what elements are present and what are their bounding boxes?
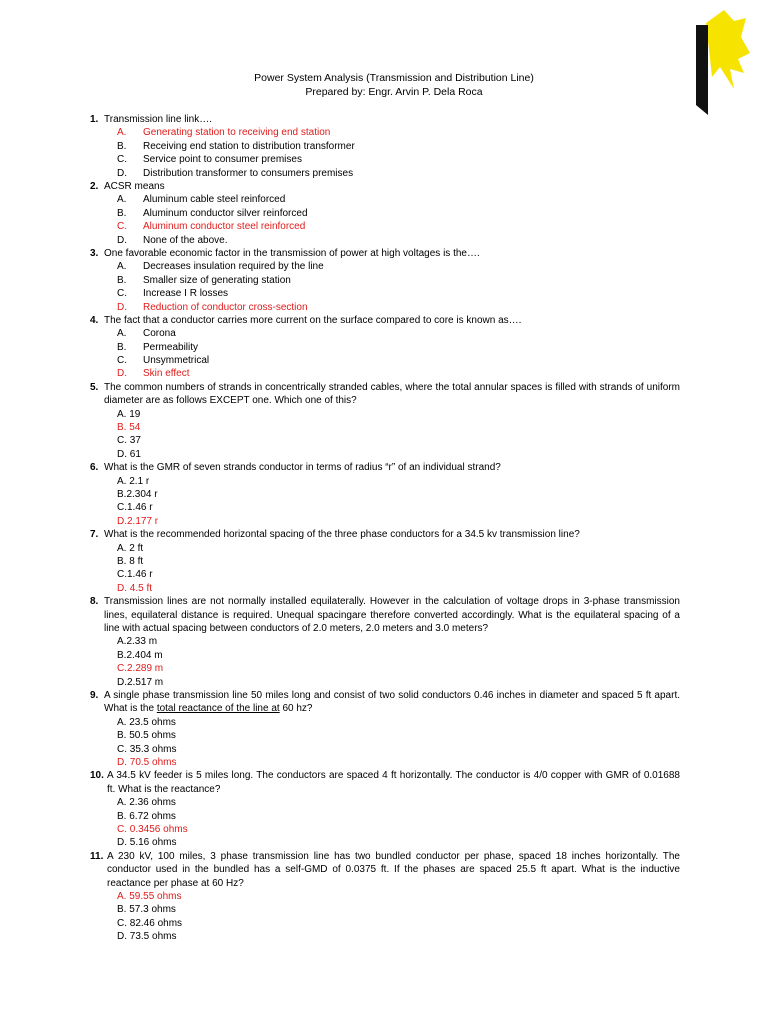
option-8c: [90, 662, 680, 675]
option-letter: C.: [117, 917, 127, 929]
option-3c: [90, 287, 680, 300]
question-text-part: A single phase transmission line 50 miles long and consist of two solid conductors 0.46 inches in diameter and spaced 5 ft apart. What is the: [104, 689, 680, 715]
option-letter: C.: [117, 823, 127, 835]
option-9c: [90, 743, 680, 756]
option-text: 4.5 ft: [129, 582, 153, 594]
option-text: 70.5 ohms: [129, 756, 177, 768]
question-11: [90, 850, 680, 890]
document-subtitle: Prepared by: Engr. Arvin P. Dela Roca: [305, 86, 483, 98]
question-6: [90, 461, 680, 474]
question-text: One favorable economic factor in the transmission of power at high voltages is the….: [104, 247, 480, 259]
option-text: Permeability: [143, 341, 199, 353]
option-text: 2.1 r: [129, 475, 150, 487]
option-text: 6.72 ohms: [129, 810, 176, 822]
option-text: 23.5 ohms: [129, 716, 176, 728]
option-text: 54: [129, 422, 141, 434]
option-letter: A.: [117, 408, 127, 420]
question-4: [90, 314, 680, 327]
option-text: 2.33 m: [126, 636, 158, 648]
question-number: 11.: [90, 850, 104, 862]
option-letter: A.: [117, 716, 127, 728]
question-text-underlined: total reactance of the line at: [156, 703, 280, 715]
option-text: 57.3 ohms: [129, 904, 176, 916]
option-8d: [90, 676, 680, 689]
question-9: [90, 689, 680, 716]
option-letter: A.: [117, 127, 127, 139]
option-2b: [90, 207, 680, 220]
question-7: [90, 528, 680, 541]
option-letter: B.: [117, 140, 127, 152]
option-2d: [90, 234, 680, 247]
option-11d: [90, 930, 680, 943]
option-letter: C.: [117, 435, 127, 447]
option-3a: [90, 260, 680, 273]
option-text: Distribution transformer to consumers premises: [143, 167, 354, 179]
option-text: Service point to consumer premises: [143, 154, 302, 166]
question-text: [104, 689, 680, 716]
option-6a: [90, 475, 680, 488]
question-number: 10.: [90, 770, 104, 782]
question-number: 3.: [90, 247, 99, 259]
option-5a: [90, 408, 680, 421]
option-text: Smaller size of generating station: [143, 274, 291, 286]
option-text: Increase I R losses: [143, 288, 229, 300]
option-4d: [90, 367, 680, 380]
option-4c: [90, 354, 680, 367]
option-text: Unsymmetrical: [143, 355, 210, 367]
question-number: 5.: [90, 381, 99, 393]
question-text-part: 60 hz?: [279, 703, 313, 715]
option-letter: D.: [117, 582, 127, 594]
option-10a: [90, 796, 680, 809]
question-list: [90, 113, 680, 944]
option-5d: [90, 448, 680, 461]
question-number: 7.: [90, 529, 99, 541]
option-text: 1.46 r: [127, 569, 153, 581]
option-text: 8 ft: [129, 556, 144, 568]
option-letter: D.: [117, 448, 127, 460]
option-7b: [90, 555, 680, 568]
option-text: 0.3456 ohms: [129, 823, 188, 835]
option-letter: C.: [117, 288, 127, 300]
option-letter: B.: [117, 207, 127, 219]
option-letter: C.: [117, 355, 127, 367]
question-number: 1.: [90, 114, 99, 125]
question-text: What is the recommended horizontal spacing of the three phase conductors for a 34.5 kv transmission line?: [104, 529, 580, 541]
option-9a: [90, 716, 680, 729]
option-letter: D.: [117, 837, 127, 849]
question-text: A 34.5 kV feeder is 5 miles long. The conductors are spaced 4 ft horizontally. The conductor is 4/0 copper with GMR of 0.01688 ft. What is the reactance?: [107, 770, 680, 795]
option-letter: C.: [117, 154, 127, 166]
option-text: Aluminum conductor silver reinforced: [143, 207, 308, 219]
option-letter: D.: [117, 515, 127, 527]
question-number: 9.: [90, 689, 99, 701]
option-text: 37: [129, 435, 141, 447]
option-letter: B.: [117, 341, 127, 353]
option-text: Corona: [143, 328, 176, 340]
question-number: 4.: [90, 314, 99, 326]
option-2c: [90, 220, 680, 233]
logo-icon: [694, 7, 750, 119]
option-6c: [90, 501, 680, 514]
option-letter: B.: [117, 649, 127, 661]
option-3b: [90, 274, 680, 287]
document-header: [0, 71, 768, 99]
option-10b: [90, 810, 680, 823]
logo-black-shape: [696, 25, 708, 115]
question-8: [90, 595, 680, 635]
option-letter: D.: [117, 931, 127, 943]
option-letter: C.: [117, 221, 127, 233]
option-7a: [90, 542, 680, 555]
option-text: 82.46 ohms: [129, 917, 183, 929]
option-letter: D.: [117, 756, 127, 768]
option-4a: [90, 327, 680, 340]
option-6d: [90, 515, 680, 528]
question-number: 2.: [90, 180, 99, 192]
option-2a: [90, 193, 680, 206]
option-8a: [90, 635, 680, 648]
option-text: 2.404 m: [126, 649, 163, 661]
question-text: Transmission lines are not normally installed equilaterally. However in the calculation of voltage drops in 3-phase transmission lines, equilateral distance is required. Unequal spacingare therefore converted accordingly. What is the equilateral spacing of a line with actual spacing between conductors of 2.0 meters, 2.0 meters and 3.0 meters?: [104, 596, 680, 634]
option-text: 50.5 ohms: [129, 730, 176, 742]
question-number: 8.: [90, 596, 99, 608]
option-text: 59.55 ohms: [129, 890, 182, 902]
option-text: Skin effect: [143, 368, 190, 380]
option-8b: [90, 649, 680, 662]
option-text: 2.177 r: [127, 515, 159, 527]
option-letter: D.: [117, 301, 127, 313]
option-letter: D.: [117, 676, 127, 688]
option-9b: [90, 729, 680, 742]
option-text: Aluminum conductor steel reinforced: [143, 221, 306, 233]
option-letter: B.: [117, 556, 127, 568]
option-text: 2.517 m: [127, 676, 164, 688]
option-letter: A.: [117, 261, 127, 273]
option-letter: A.: [117, 542, 127, 554]
option-10d: [90, 836, 680, 849]
option-letter: D.: [117, 368, 127, 380]
option-text: 35.3 ohms: [129, 743, 177, 755]
option-letter: C.: [117, 663, 127, 675]
option-text: None of the above.: [143, 234, 228, 246]
option-11a: [90, 890, 680, 903]
option-letter: D.: [117, 234, 127, 246]
question-text: The common numbers of strands in concentrically stranded cables, where the total annular spaces is filled with strands of uniform diameter are as follows EXCEPT one. Which one of this?: [104, 381, 680, 407]
option-letter: B.: [117, 810, 127, 822]
option-text: Receiving end station to distribution transformer: [143, 140, 355, 152]
option-text: 73.5 ohms: [129, 931, 177, 943]
option-6b: [90, 488, 680, 501]
option-11b: [90, 903, 680, 916]
option-1b: [90, 140, 680, 153]
option-text: 19: [129, 408, 141, 420]
option-letter: B.: [117, 904, 127, 916]
option-text: Reduction of conductor cross-section: [143, 301, 308, 313]
option-text: 5.16 ohms: [129, 837, 177, 849]
question-5: [90, 381, 680, 408]
question-text: ACSR means: [104, 180, 165, 192]
option-text: 2.289 m: [127, 663, 164, 675]
option-text: 1.46 r: [127, 502, 153, 514]
option-5c: [90, 434, 680, 447]
question-text: What is the GMR of seven strands conductor in terms of radius “r” of an individual strand?: [104, 462, 501, 474]
option-1d: [90, 167, 680, 180]
option-1a: [90, 126, 680, 139]
question-10: [90, 769, 680, 796]
question-2: [90, 180, 680, 193]
option-letter: B.: [117, 489, 127, 501]
option-7c: [90, 568, 680, 581]
option-letter: A.: [117, 194, 127, 206]
option-9d: [90, 756, 680, 769]
option-letter: A.: [117, 636, 127, 648]
option-11c: [90, 917, 680, 930]
option-text: 61: [129, 448, 141, 460]
document-title: Power System Analysis (Transmission and Distribution Line): [254, 72, 534, 84]
option-letter: B.: [117, 274, 127, 286]
question-text: Transmission line link….: [104, 114, 212, 125]
option-letter: A.: [117, 328, 127, 340]
option-text: 2.36 ohms: [129, 797, 176, 809]
option-text: 2.304 r: [126, 489, 158, 501]
option-7d: [90, 582, 680, 595]
option-5b: [90, 421, 680, 434]
option-letter: B.: [117, 422, 127, 434]
option-letter: A.: [117, 475, 127, 487]
option-letter: D.: [117, 167, 127, 179]
question-3: [90, 247, 680, 260]
option-1c: [90, 153, 680, 166]
option-letter: B.: [117, 730, 127, 742]
option-4b: [90, 341, 680, 354]
option-letter: A.: [117, 890, 127, 902]
option-letter: A.: [117, 797, 127, 809]
option-10c: [90, 823, 680, 836]
option-text: Generating station to receiving end station: [143, 127, 331, 139]
question-text: A 230 kV, 100 miles, 3 phase transmission line has two bundled conductor per phase, spaced 18 inches horizontally. The conductor used in the bundled has a self-GMD of 0.0375 ft. If the phases are spaced 25.5 ft apart. What is the inductive reactance per phase at 60 Hz?: [107, 850, 680, 889]
option-text: Aluminum cable steel reinforced: [143, 194, 286, 206]
question-number: 6.: [90, 462, 99, 474]
question-text: The fact that a conductor carries more current on the surface compared to core is known as….: [104, 314, 522, 326]
option-letter: C.: [117, 569, 127, 581]
option-letter: C.: [117, 502, 127, 514]
question-1: [90, 113, 680, 126]
option-letter: C.: [117, 743, 127, 755]
option-text: 2 ft: [129, 542, 144, 554]
option-3d: [90, 301, 680, 314]
option-text: Decreases insulation required by the line: [143, 261, 324, 273]
